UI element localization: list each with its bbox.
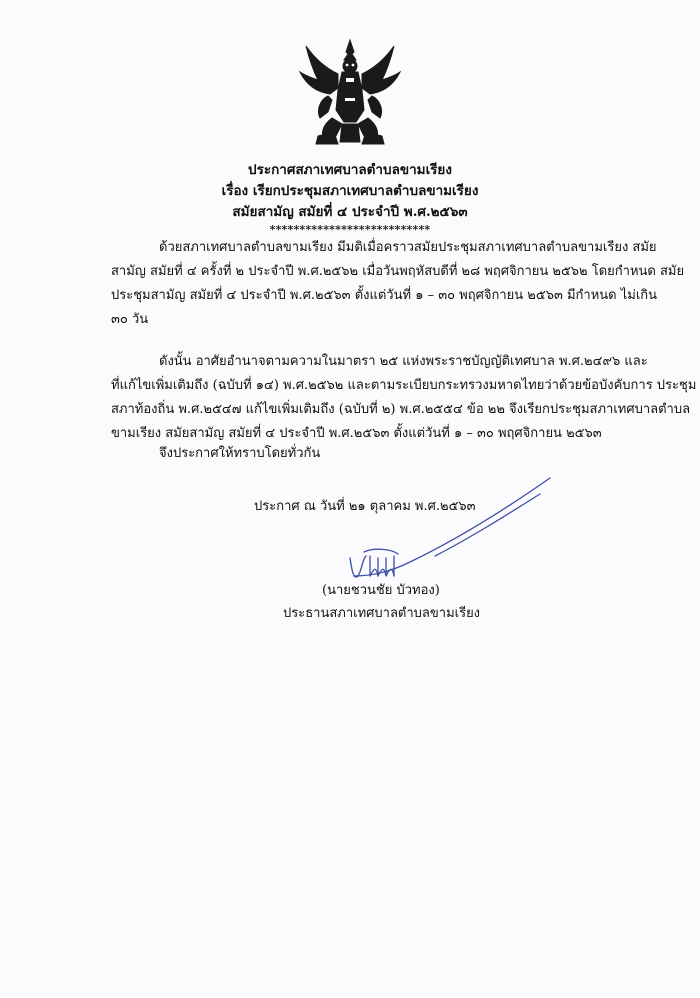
paragraph-1-line: สามัญ สมัยที่ ๔ ครั้งที่ ๒ ประจำปี พ.ศ.๒๕๖๒ เมื่อวันพฤหัสบดีที่ ๒๘ พฤศจิกายน ๒๕๖๒ โดยกำหนด สมัย	[111, 264, 685, 279]
garuda-emblem-icon	[298, 38, 402, 146]
announcement-title	[0, 160, 700, 237]
paragraph-2-line: ขามเรียง สมัยสามัญ สมัยที่ ๔ ประจำปี พ.ศ.๒๕๖๓ ตั้งแต่วันที่ ๑ – ๓๐ พฤศจิกายน ๒๕๖๓	[111, 426, 602, 441]
paragraph-2	[111, 350, 697, 446]
paragraph-1-line: ด้วยสภาเทศบาลตำบลขามเรียง มีมติเมื่อคราวสมัยประชุมสภาเทศบาลตำบลขามเรียง สมัย	[159, 240, 657, 255]
announcement-date: ประกาศ ณ วันที่ ๒๑ ตุลาคม พ.ศ.๒๕๖๓	[254, 499, 476, 514]
closing-statement: จึงประกาศให้ทราบโดยทั่วกัน	[159, 446, 321, 461]
title-line-1: ประกาศสภาเทศบาลตำบลขามเรียง	[248, 162, 452, 178]
signer-title: ประธานสภาเทศบาลตำบลขามเรียง	[283, 606, 481, 621]
signer-name: (นายชวนชัย บัวทอง)	[322, 583, 440, 598]
title-line-2: เรื่อง เรียกประชุมสภาเทศบาลตำบลขามเรียง	[221, 183, 479, 199]
title-separator: ***************************	[269, 223, 431, 236]
paragraph-2-line: สภาท้องถิ่น พ.ศ.๒๕๔๗ แก้ไขเพิ่มเติมถึง (ฉบับที่ ๒) พ.ศ.๒๕๕๔ ข้อ ๒๒ จึงเรียกประชุมสภาเทศบาลตำบล	[111, 402, 691, 417]
paragraph-2-line: ดังนั้น อาศัยอำนาจตามความในมาตรา ๒๕ แห่งพระราชบัญญัติเทศบาล พ.ศ.๒๔๙๖ และ	[159, 354, 648, 369]
paragraph-2-line: ที่แก้ไขเพิ่มเติมถึง (ฉบับที่ ๑๔) พ.ศ.๒๕๖๒ และตามระเบียบกระทรวงมหาดไทยว่าด้วยข้อบังคับการ ประชุม	[111, 378, 697, 393]
title-line-3: สมัยสามัญ สมัยที่ ๔ ประจำปี พ.ศ.๒๕๖๓	[232, 204, 468, 220]
paragraph-1-line: ๓๐ วัน	[111, 312, 149, 327]
signature	[340, 476, 570, 586]
paragraph-1	[111, 236, 685, 332]
paragraph-1-line: ประชุมสามัญ สมัยที่ ๔ ประจำปี พ.ศ.๒๕๖๓ ตั้งแต่วันที่ ๑ – ๓๐ พฤศจิกายน ๒๕๖๓ มีกำหนด ไม่เกิน	[111, 288, 658, 303]
